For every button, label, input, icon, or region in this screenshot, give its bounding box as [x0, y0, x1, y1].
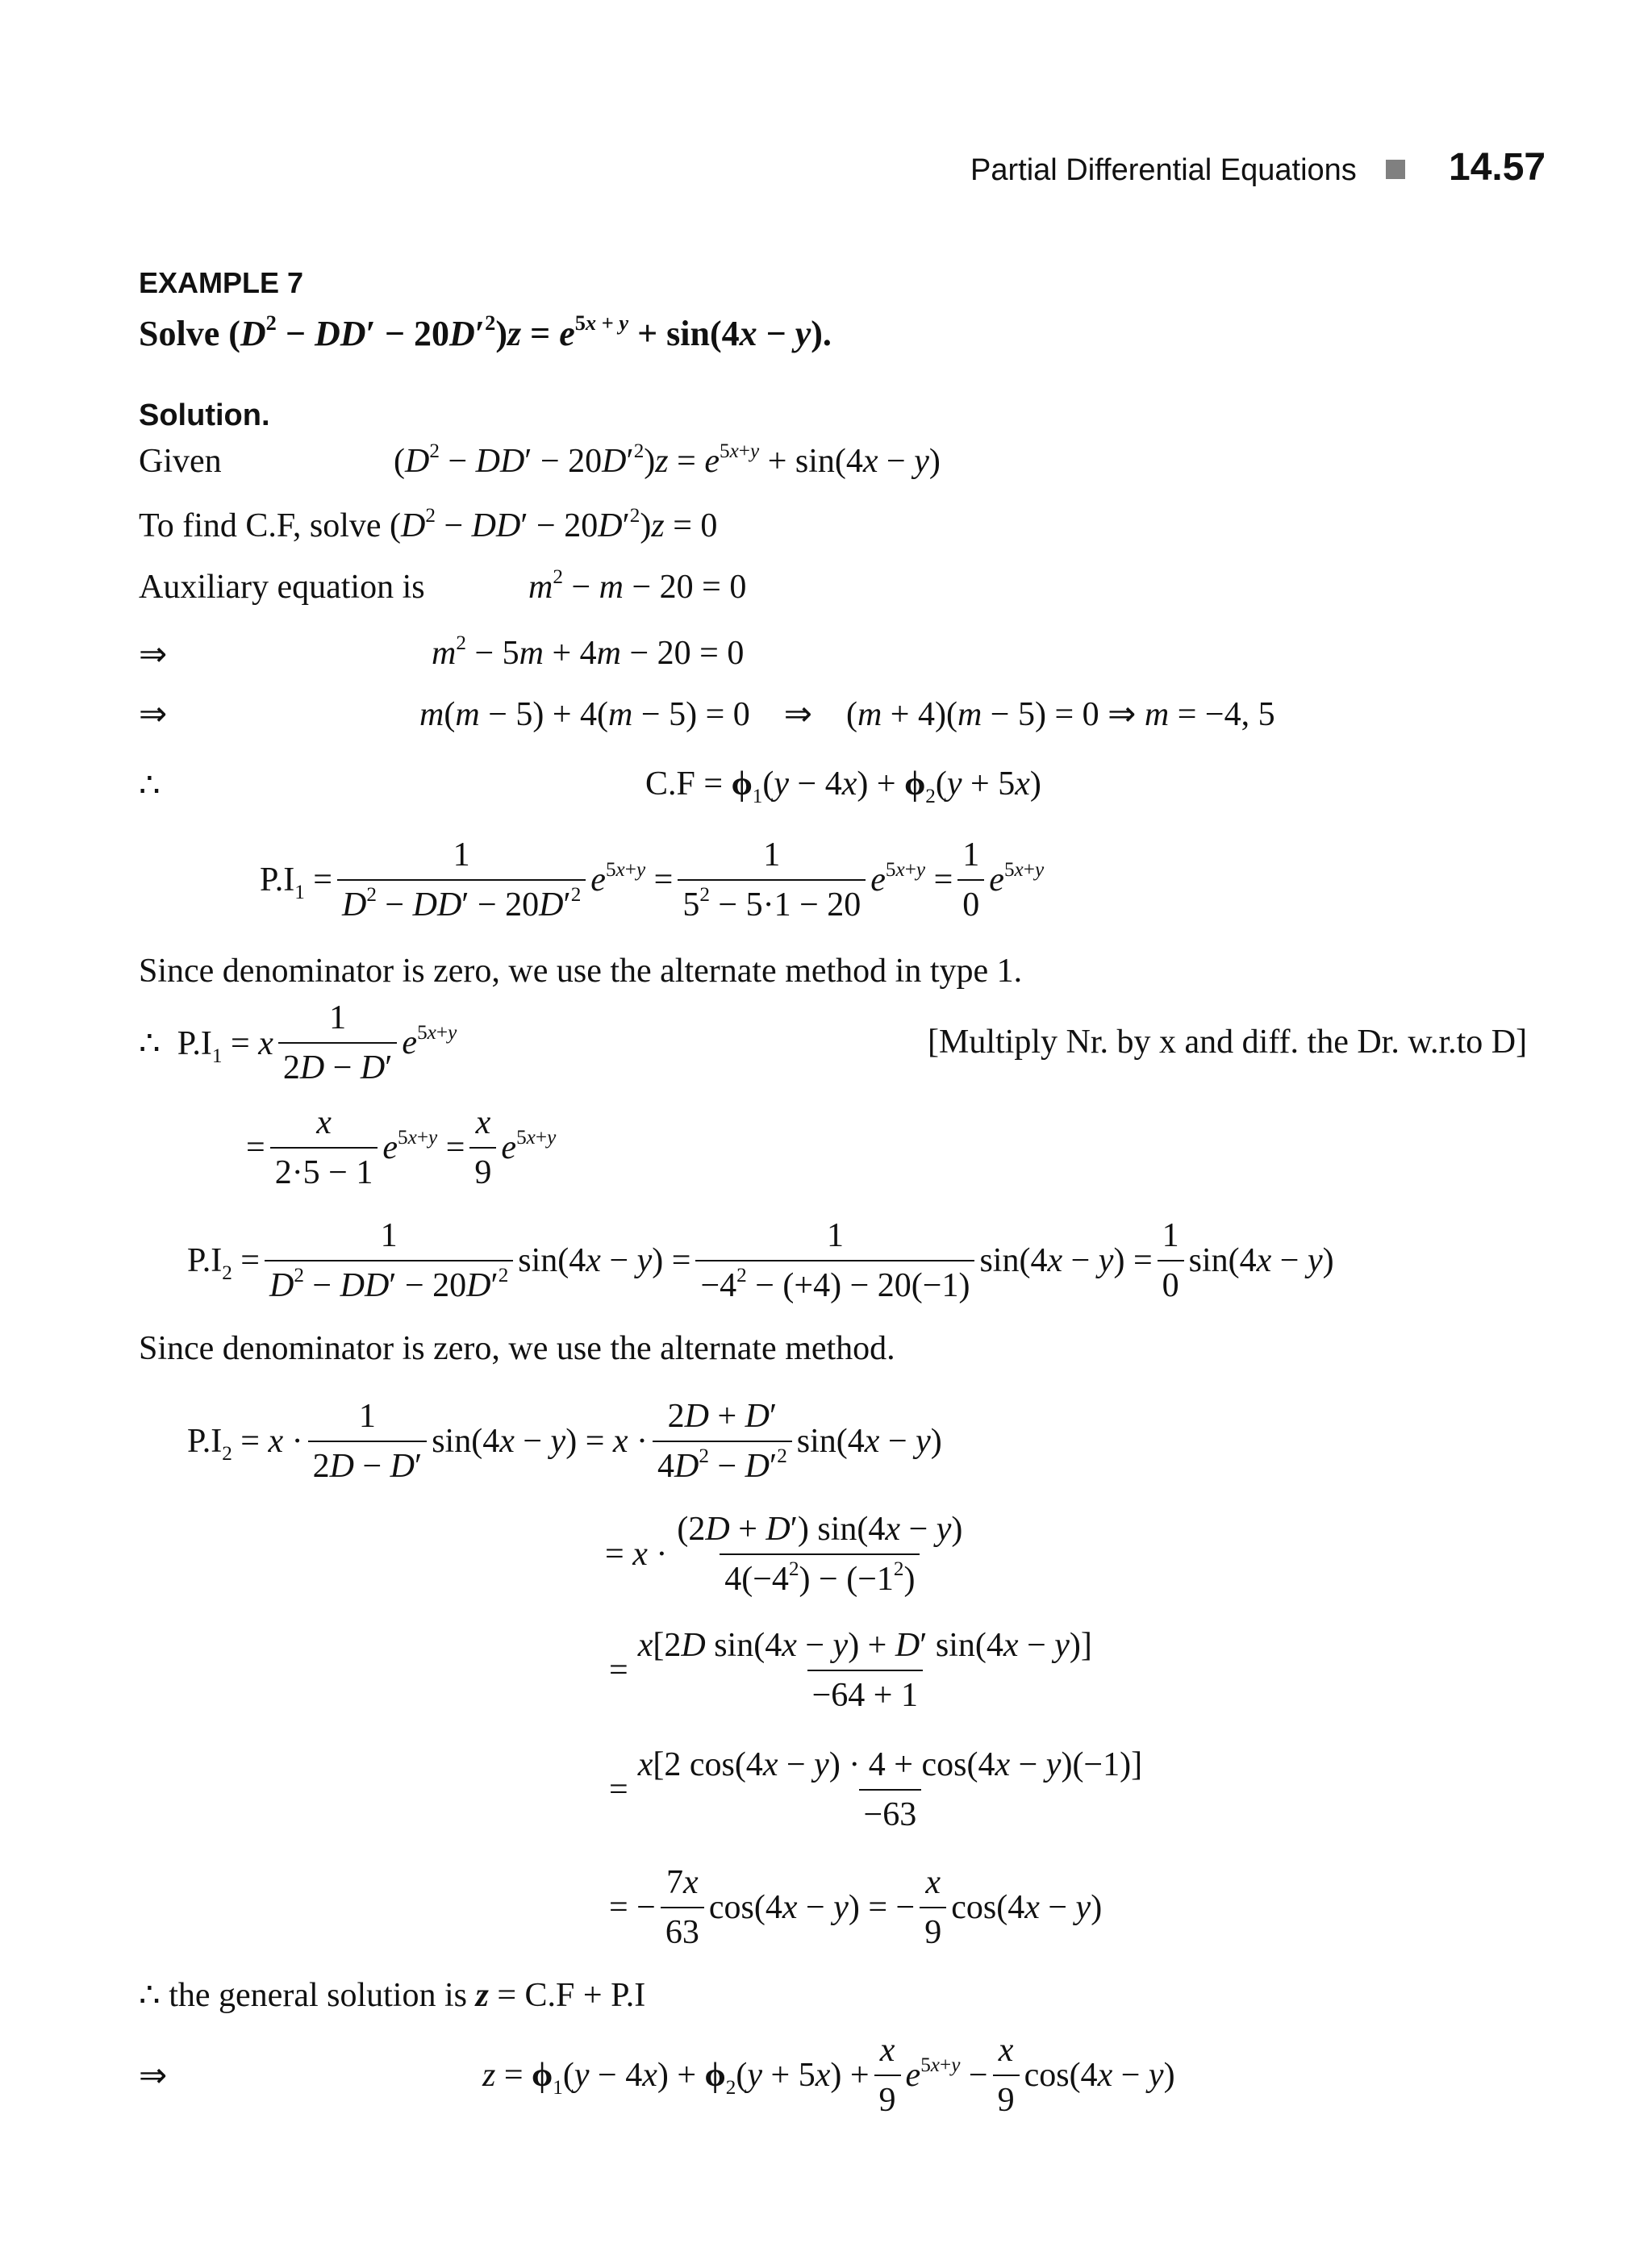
aux-label: Auxiliary equation is: [139, 569, 425, 606]
pi2-step-2: = $\frac{\text{x[2D sin(4x − y) + D′ sin(4x − y)]}}{-64 + 1}$: [609, 1627, 1092, 1714]
implies-symbol: ⇒: [139, 696, 168, 733]
pi1-alternate: ∴ $P.I_1 = x$ $\frac{1}{2D - D'}$ $e^{5x+y}$: [139, 999, 457, 1086]
header-square-icon: [1386, 160, 1405, 179]
pi1-result: = $\frac{x}{2\cdot 5 - 1}$ $e^{5x+y}$ = $\frac{x}{9}$ $e^{5x+y}$: [246, 1104, 557, 1191]
pi2-step-3: = $\frac{x[2 \cos(4x - y) \cdot 4 + \cos(4x - y)(-1)]}{-63}$: [609, 1746, 1143, 1833]
pi2-alternate: $P.I_2 = x$ · $\frac{1}{2D - D'}$ sin(4x − y) = x · $\frac{2D + D'}{4D^2 - D'^2}$ sin(4x − y): [187, 1398, 942, 1485]
given-equation: $(D^2 - DD' - 20D'^2)z = e^{5x+y} + \sin(4x - y)$: [394, 440, 941, 480]
aux-equation: $m^2 - m - 20 = 0$: [528, 565, 747, 606]
denominator-zero-note-1: Since denominator is zero, we use the alternate method in type 1.: [139, 953, 1023, 990]
pi1-attempt: $P.I_1$ = $\frac{1}{D^2 - DD' - 20D'^2}$ $e^{5x+y}$ = $\frac{1}{5^2 - 5\cdot 1 - 20}$ $e^{5x+y}$ = $\frac{1}{0}$ $e^{5x+y}$: [260, 836, 1045, 924]
implies-symbol: ⇒: [139, 636, 168, 673]
implies-symbol: ⇒: [139, 2058, 168, 2095]
therefore-symbol: ∴: [139, 1977, 161, 2014]
factorization: m(m − 5) + 4(m − 5) = 0 ⇒ (m + 4)(m − 5) = 0 ⇒ m = −4, 5: [419, 696, 1275, 733]
general-solution-text: the general solution is: [169, 1977, 467, 2014]
pi2-attempt: $P.I_2$ = $\frac{1}{D^2 - DD' - 20D'^2}$ sin(4x − y) = $\frac{1}{-4^2 - (+4) - 20(-1)}$ sin(4x − y) = $\frac{1}{0}$ sin(4x − y): [187, 1217, 1334, 1304]
pi2-result: = − $\frac{7x}{63}$ cos(4x − y) = − $\frac{x}{9}$ cos(4x − y): [609, 1864, 1103, 1951]
example-label: EXAMPLE 7: [139, 266, 304, 299]
example-statement: Solve $(D^2 - DD' - 20D'^2)z = e^{5x + y} + \sin(4x - y)$.: [139, 311, 832, 353]
final-solution: $z = \phi_1(y - 4x) + \phi_2(y + 5x)$ + $\frac{x}{9}$ $e^{5x+y}$ − $\frac{x}{9}$ cos(4x − y): [482, 2032, 1175, 2119]
pi2-step-1: = x · $\frac{(2D + D') \sin(4x - y)}{4(-4^2) - (-1^2)}$: [605, 1511, 963, 1598]
cf-line: To find C.F, solve $(D^2 - DD' - 20D'^2)z = 0$: [139, 504, 718, 544]
therefore-symbol: ∴: [139, 767, 161, 804]
running-title: Partial Differential Equations: [970, 153, 1357, 187]
given-label: Given: [139, 443, 222, 480]
page-number: 14.57: [1449, 146, 1546, 189]
general-solution-line: ∴ the general solution is z = C.F + P.I: [139, 1977, 646, 2014]
denominator-zero-note-2: Since denominator is zero, we use the alternate method.: [139, 1330, 895, 1367]
multiply-note: [Multiply Nr. by x and diff. the Dr. w.r.to D]: [928, 1024, 1528, 1061]
complementary-function: $C.F = \phi_1(y - 4x) + \phi_2(y + 5x)$: [645, 765, 1041, 808]
solution-label: Solution.: [139, 398, 270, 432]
split-middle-term: $m^2 - 5m + 4m - 20 = 0$: [432, 632, 745, 672]
to-find-cf-text: To find C.F, solve: [139, 507, 382, 544]
solve-word: Solve: [139, 314, 220, 353]
